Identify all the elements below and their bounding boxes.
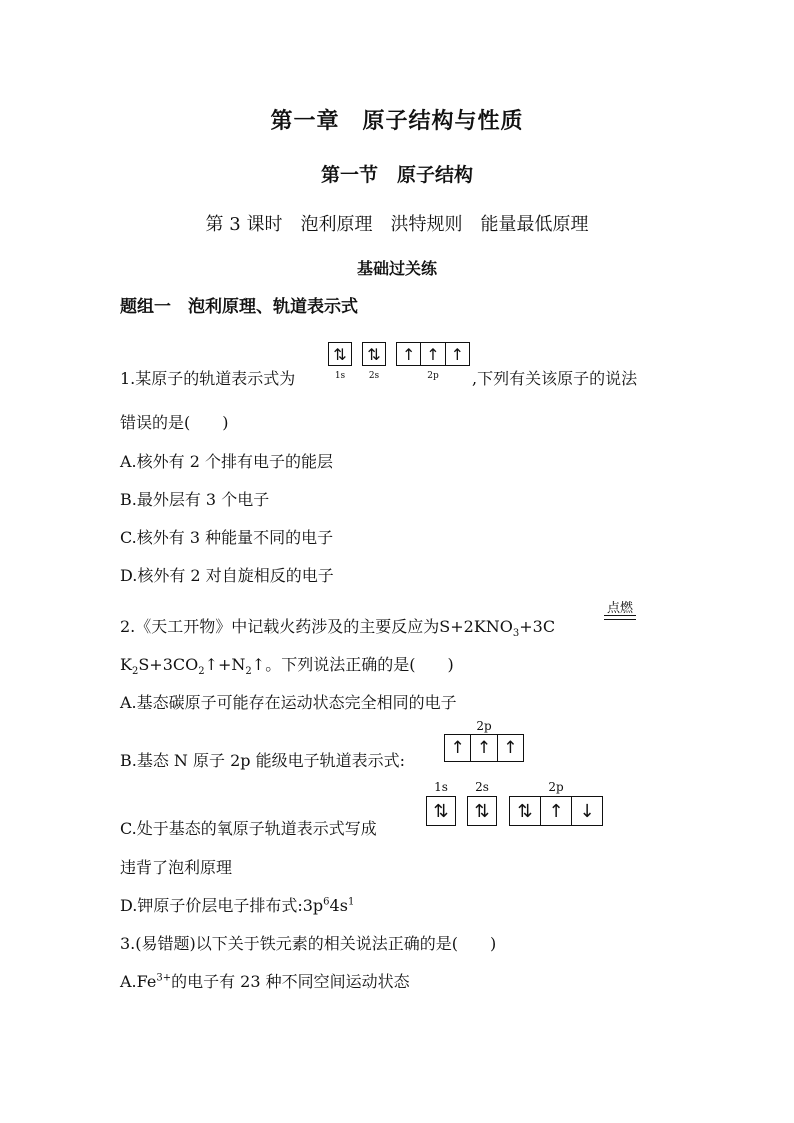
q2-text: K <box>120 655 132 674</box>
q3-stem: 3.(易错题)以下关于铁元素的相关说法正确的是( ) <box>120 934 497 953</box>
q1-stem-b: ,下列有关该原子的说法 <box>472 369 638 388</box>
q2c-label-2p: 2p <box>548 780 564 794</box>
q1-stem-line1 <box>120 366 295 389</box>
q2c-orbital-2s <box>467 796 497 826</box>
chapter-title: 第一章 原子结构与性质 <box>270 108 524 134</box>
q2-option-c-continued: 违背了泡利原理 <box>120 858 233 877</box>
q2b-label-2p: 2p <box>476 719 492 733</box>
q2-option-c: C.处于基态的氧原子轨道表示式写成 <box>120 819 377 838</box>
q1-label-2p: 2p <box>427 371 439 381</box>
q2-stem-a2: +3C <box>519 617 556 636</box>
reaction-condition: 点燃 <box>606 601 633 616</box>
q2c-label-2s: 2s <box>475 780 489 794</box>
q2d-text: 4s <box>329 896 348 915</box>
orbital-cell: ⇅ <box>333 344 347 364</box>
orbital-cell: ⇅ <box>517 800 533 822</box>
lesson-title: 第 3 课时 泡利原理 洪特规则 能量最低原理 <box>205 214 589 235</box>
orbital-cell: ⇅ <box>474 800 490 822</box>
q3a-superscript: 3+ <box>156 972 172 984</box>
q2d-superscript: 6 <box>323 896 330 908</box>
q2d-text: D.钾原子价层电子排布式:3p <box>120 896 324 915</box>
orbital-cell: ↑ <box>445 343 469 365</box>
q1-option-a: A.核外有 2 个排有电子的能层 <box>120 452 333 471</box>
q2b-orbital-2p <box>444 734 524 762</box>
orbital-cell: ↑ <box>401 344 416 364</box>
q2-stem-line1 <box>120 614 556 640</box>
q2c-orbital-2p <box>509 796 603 826</box>
q2-stem-line2 <box>120 652 454 678</box>
q2-text: S+3CO <box>138 655 199 674</box>
q3a-text: A.Fe <box>120 972 157 991</box>
q1-option-c: C.核外有 3 种能量不同的电子 <box>120 528 334 547</box>
q1-orbital-1s <box>328 342 352 366</box>
section-title: 第一节 原子结构 <box>320 164 473 186</box>
q2-option-a: A.基态碳原子可能存在运动状态完全相同的电子 <box>120 693 457 712</box>
q2-text: ↑+N <box>204 655 246 674</box>
q1-option-d: D.核外有 2 对自旋相反的电子 <box>120 566 334 585</box>
q2-subscript: 2 <box>198 666 205 678</box>
orbital-cell: ⇅ <box>367 344 381 364</box>
orbital-cell: ↑ <box>420 343 444 365</box>
q2-subscript: 2 <box>131 666 139 678</box>
orbital-cell: ↑ <box>540 797 571 825</box>
q3-option-a <box>120 969 410 992</box>
orbital-cell: ↑ <box>470 735 496 761</box>
orbital-cell: ↑ <box>450 738 465 758</box>
equals-line-top <box>604 615 636 616</box>
orbital-cell: ↓ <box>571 797 602 825</box>
q2-option-b: B.基态 N 原子 2p 能级电子轨道表示式: <box>120 751 406 770</box>
question-group-title: 题组一 泡利原理、轨道表示式 <box>120 297 358 317</box>
q2-sub-a: 3 <box>512 628 520 640</box>
q2c-orbital-1s <box>426 796 456 826</box>
q2c-label-1s: 1s <box>434 780 448 794</box>
orbital-cell: ⇅ <box>433 800 449 822</box>
q3a-text: 的电子有 23 种不同空间运动状态 <box>171 972 410 991</box>
equals-line-bottom <box>604 619 636 620</box>
q2d-superscript: 1 <box>347 896 355 908</box>
q1-stem-a: 1.某原子的轨道表示式为 <box>120 369 296 388</box>
q2-stem-a: 2.《天工开物》中记载火药涉及的主要反应为S+2KNO <box>120 617 513 636</box>
q2-option-d <box>120 893 354 916</box>
practice-title: 基础过关练 <box>356 259 437 278</box>
q2-text: ↑。下列说法正确的是( ) <box>251 655 454 674</box>
q1-label-1s: 1s <box>334 371 346 381</box>
q1-orbital-2s <box>362 342 386 366</box>
q2-subscript: 2 <box>245 666 252 678</box>
q1-orbital-2p <box>396 342 470 366</box>
q1-option-b: B.最外层有 3 个电子 <box>120 490 270 509</box>
q1-label-2s: 2s <box>368 371 380 381</box>
q1-stem-c: 错误的是( ) <box>120 413 229 432</box>
orbital-cell: ↑ <box>497 735 523 761</box>
